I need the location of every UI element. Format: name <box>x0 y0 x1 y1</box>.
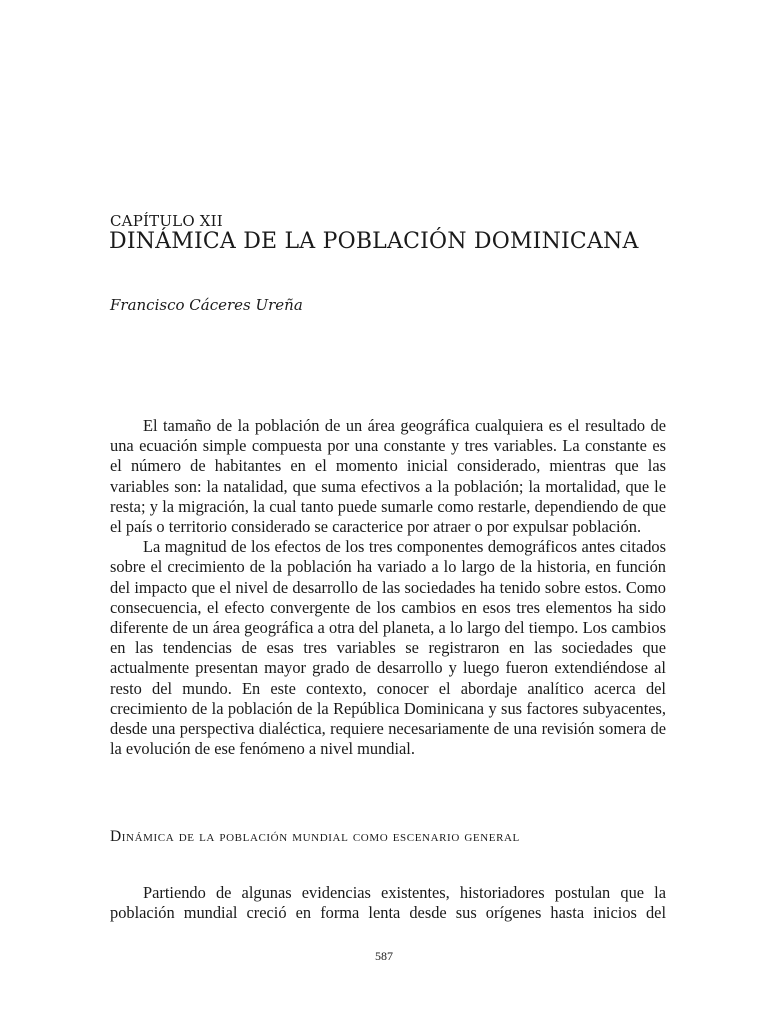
chapter-label: CAPÍTULO XII <box>110 212 223 230</box>
paragraph: La magnitud de los efectos de los tres componentes demográficos antes citados sobre el crecimiento de la población ha variado a lo largo de la historia, en función del impacto que el nivel de desarrollo de las sociedades ha tenido sobre estos. Como consecuencia, el efecto convergente de los cambios en esos tres elementos ha sido diferente de un área geográfica a otra del planeta, a lo largo del tiempo. Los cambios en las tendencias de esas tres variables se registraron en las sociedades que actualmente presentan mayor grado de desarrollo y luego fueron extendiéndose al resto del mundo. En este contexto, conocer el abordaje analítico acerca del crecimiento de la población de la República Dominicana y sus factores subyacentes, desde una perspectiva dialéctica, requiere necesariamente de una revisión somera de la evolución de ese fenómeno a nivel mundial. <box>110 537 666 759</box>
paragraph: Partiendo de algunas evidencias existentes, historiadores postulan que la población mundial creció en forma lenta desde sus orígenes hasta inicios del <box>110 883 666 923</box>
intro-text <box>110 416 666 759</box>
page-number: 587 <box>375 949 393 963</box>
paragraph: El tamaño de la población de un área geográfica cualquiera es el resultado de una ecuación simple compuesta por una constante y tres variables. La constante es el número de habitantes en el momento inicial considerado, mientras que las variables son: la natalidad, que suma efectivos a la población; la mortalidad, que le resta; y la migración, la cual tanto puede sumarle como restarle, dependiendo de que el país o territorio considerado se caracterice por atraer o por expulsar población. <box>110 416 666 537</box>
chapter-title: DINÁMICA DE LA POBLACIÓN DOMINICANA <box>109 229 639 254</box>
section-text <box>110 883 666 923</box>
section-heading: Dinámica de la población mundial como escenario general <box>110 828 520 845</box>
chapter-author: Francisco Cáceres Ureña <box>110 296 303 314</box>
